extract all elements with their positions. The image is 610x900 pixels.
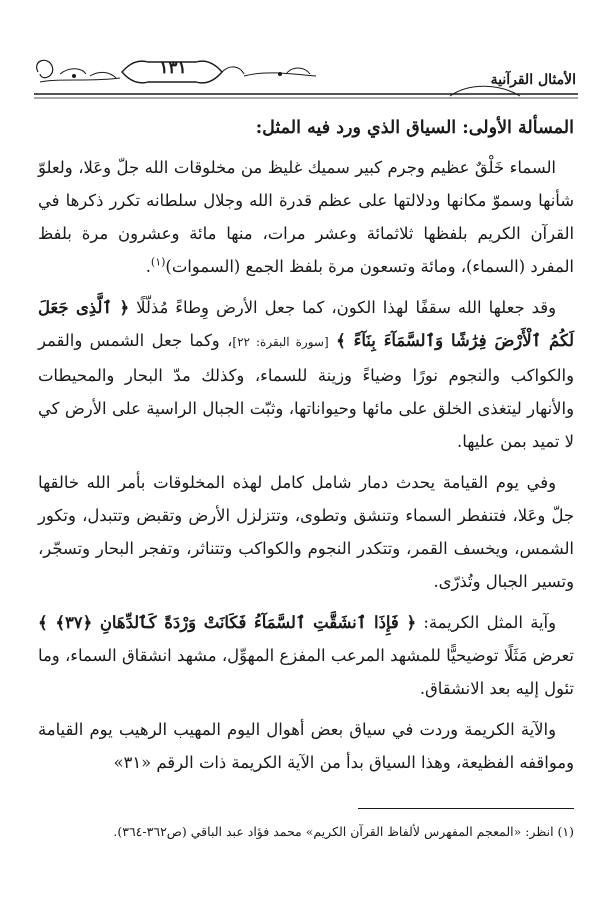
paragraph-text: ، وكما جعل الشمس والقمر والكواكب والنجوم نورًا وضياءً وزينة للسماء، وكذلك مدّ البحار والمحيطات والأنهار ليتغذى الخلق على مائها وحيواناتها، وثبّت الجبال الراسية على الأرض كي لا تميد بمن عليها. (38, 331, 574, 451)
paragraph-text: والآية الكريمة وردت في سياق بعض أهوال اليوم المهيب الرهيب يوم القيامة ومواقفه الفظيعة، وهذا السياق بدأ من الآية الكريمة ذات الرقم «٣١» (38, 720, 574, 772)
paragraph-5 (38, 713, 574, 779)
page-header (30, 52, 582, 108)
paragraph-2 (38, 291, 574, 458)
paragraph-4 (38, 606, 574, 705)
footnote-ref: (١) (150, 255, 166, 269)
sura-reference: [سورة البقرة: ٢٢] (232, 335, 329, 349)
quran-verse: ﴿ فَإِذَا ٱنشَقَّتِ ٱلسَّمَآءُ فَكَانَتْ وَرْدَةً كَٱلدِّهَانِ ﴿٣٧﴾ ﴾ (38, 613, 417, 632)
page-number: ١٣١ (159, 58, 187, 78)
footnote: (١) انظر: «المعجم المفهرس لألفاظ القرآن الكريم» محمد فؤاد عبد الباقي (ص٣٦٢-٣٦٤). (113, 824, 574, 839)
paragraph-1: السماء خَلْقٌ عظيم وجرم كبير سميك غليظ من مخلوقات الله جلّ وعَلا، ولعلوّ شأنها وسموّ مكانها ودلالتها على عظم قدرة الله وجلال سلطانه تكرر ذكرها في القرآن الكريم بلفظها ثلاثمائة وعشر مرات، منها مائة وعشرون مرة بلفظ المفرد (السماء)، ومائة وتسعون مرة بلفظ الجمع (السموات)$^{(١)}$. (38, 158, 574, 276)
paragraph-text: وآية المثل الكريمة: (423, 613, 557, 632)
paragraph-text: السماء خَلْقٌ عظيم وجرم كبير سميك غليظ من مخلوقات الله جلّ وعَلا، ولعلوّ شأنها وسموّ مكانها ودلالتها على عظم قدرة الله وجلال سلطانه تكرر ذكرها في القرآن الكريم بلفظها ثلاثمائة وعشر مرات، منها مائة وعشرون مرة بلفظ المفرد (السماء)، ومائة وتسعون مرة بلفظ الجمع (السموات) (38, 158, 574, 276)
paragraph-3 (38, 466, 574, 598)
footnote-divider (358, 808, 574, 809)
paragraph-text: وفي يوم القيامة يحدث دمار شامل كامل لهذه المخلوقات بأمر الله خالقها جلّ وعَلا، فتنفطر السماء وتنشق وتطوى، وتتزلزل الأرض وتقبض وتتبدل، وتكور الشمس، ويخسف القمر، وتتكدر النجوم والكواكب وتتناثر، وتفجر البحار وتسجّر، وتسير الجبال وتُذرّى. (38, 473, 574, 591)
page-body (38, 112, 574, 787)
running-title: الأمثال القرآنية (490, 72, 576, 88)
paragraph-text: تعرض مَثَلًا توضيحيًّا للمشهد المرعب المفزع المهوِّل، مشهد انشقاق السماء، وما تئول إليه بعد الانشقاق. (38, 646, 574, 698)
section-heading: المسألة الأولى: السياق الذي ورد فيه المثل: (255, 118, 574, 138)
paragraph-text: وقد جعلها الله سقفًا لهذا الكون، كما جعل الأرض وِطاءً مُذلّلًا (136, 298, 556, 317)
quran-verse: ﴿ ٱلَّذِى جَعَلَ لَكُمُ ٱلْأَرْضَ فِرَٰشًا وَٱلسَّمَآءَ بِنَآءً ﴾ (38, 298, 575, 350)
